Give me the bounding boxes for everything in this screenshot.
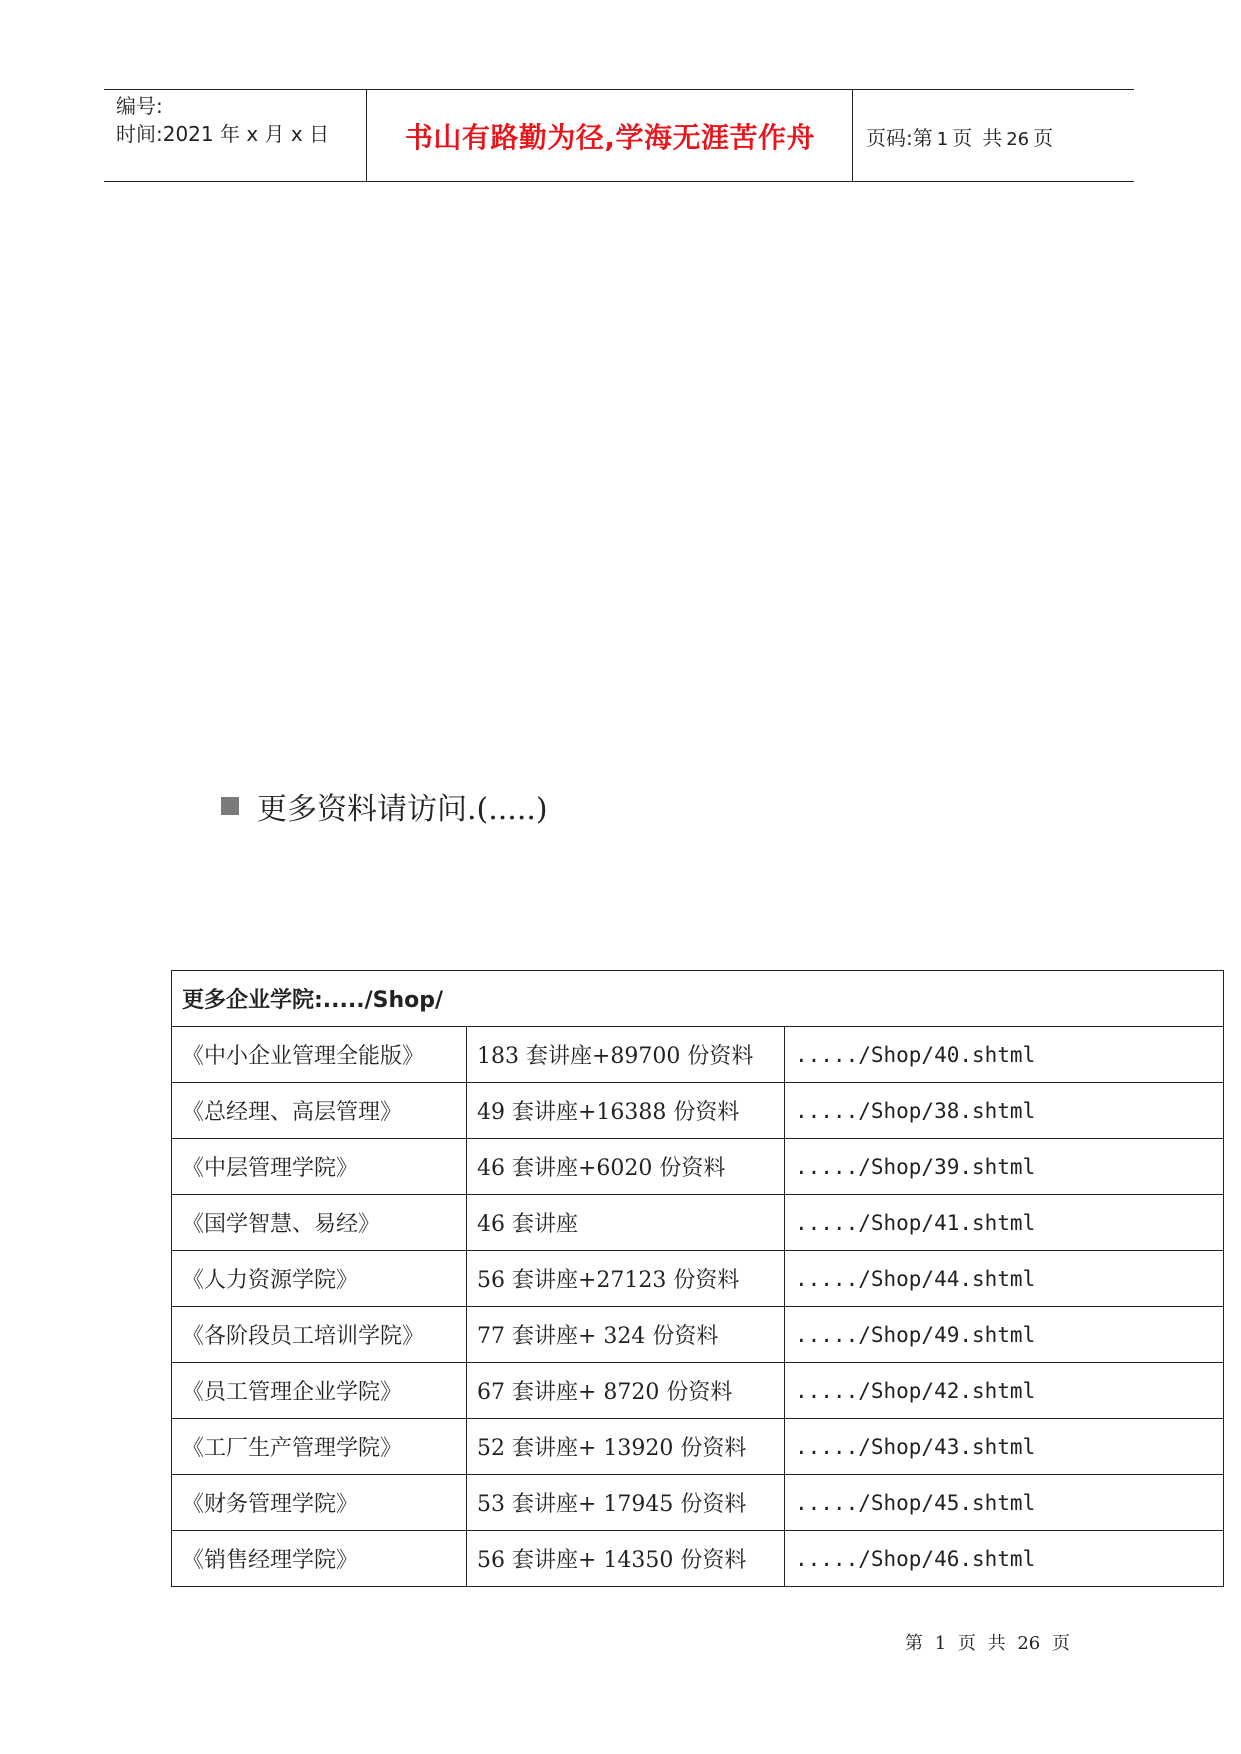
table-row [172, 1027, 1224, 1083]
header-motto: 书山有路勤为径,学海无涯苦作舟 [404, 121, 816, 154]
academy-link[interactable]: ...../Shop/44.shtml [785, 1251, 1224, 1307]
academy-name: 《各阶段员工培训学院》 [172, 1307, 467, 1363]
academy-content: 56 套讲座+ 14350 份资料 [467, 1531, 785, 1587]
table-row [172, 1307, 1224, 1363]
page-header [104, 89, 1134, 182]
academy-content: 46 套讲座 [467, 1195, 785, 1251]
academy-link[interactable]: ...../Shop/39.shtml [785, 1139, 1224, 1195]
table-row [172, 1083, 1224, 1139]
academy-link[interactable]: ...../Shop/49.shtml [785, 1307, 1224, 1363]
academy-content: 77 套讲座+ 324 份资料 [467, 1307, 785, 1363]
header-divider [852, 90, 853, 181]
header-divider [366, 90, 367, 181]
page-prefix: 页码:第 [866, 126, 933, 150]
academy-name: 《中小企业管理全能版》 [172, 1027, 467, 1083]
page-footer: 第 1 页 共 26 页 [905, 1633, 1070, 1654]
table-row [172, 1419, 1224, 1475]
square-bullet-icon [221, 797, 239, 815]
header-page-number [866, 122, 1053, 151]
academy-name: 《员工管理企业学院》 [172, 1363, 467, 1419]
document-code-label: 编号: [116, 94, 163, 118]
academy-link[interactable]: ...../Shop/46.shtml [785, 1531, 1224, 1587]
page-total-prefix: 共 [982, 126, 1003, 150]
academy-name: 《国学智慧、易经》 [172, 1195, 467, 1251]
academy-link[interactable]: ...../Shop/43.shtml [785, 1419, 1224, 1475]
academy-content: 56 套讲座+27123 份资料 [467, 1251, 785, 1307]
document-time-label: 时间:2021 年 x 月 x 日 [116, 122, 330, 146]
page-total: 26 [1006, 129, 1030, 150]
academy-name: 《中层管理学院》 [172, 1139, 467, 1195]
academy-content: 49 套讲座+16388 份资料 [467, 1083, 785, 1139]
page-suffix: 页 [1033, 126, 1054, 150]
table-row [172, 1475, 1224, 1531]
academy-content: 53 套讲座+ 17945 份资料 [467, 1475, 785, 1531]
table-row [172, 1531, 1224, 1587]
academy-link[interactable]: ...../Shop/42.shtml [785, 1363, 1224, 1419]
academy-name: 《销售经理学院》 [172, 1531, 467, 1587]
academy-content: 67 套讲座+ 8720 份资料 [467, 1363, 785, 1419]
table-row [172, 1195, 1224, 1251]
table-header-row [172, 971, 1224, 1027]
academy-content: 183 套讲座+89700 份资料 [467, 1027, 785, 1083]
academy-link[interactable]: ...../Shop/41.shtml [785, 1195, 1224, 1251]
academy-links-table [171, 970, 1224, 1587]
academy-name: 《工厂生产管理学院》 [172, 1419, 467, 1475]
table-row [172, 1363, 1224, 1419]
header-meta [116, 92, 329, 148]
page-mid: 页 [952, 126, 973, 150]
academy-content: 46 套讲座+6020 份资料 [467, 1139, 785, 1195]
page-current: 1 [936, 129, 949, 150]
academy-link[interactable]: ...../Shop/45.shtml [785, 1475, 1224, 1531]
academy-name: 《人力资源学院》 [172, 1251, 467, 1307]
table-row [172, 1139, 1224, 1195]
academy-name: 《财务管理学院》 [172, 1475, 467, 1531]
academy-link[interactable]: ...../Shop/38.shtml [785, 1083, 1224, 1139]
table-row [172, 1251, 1224, 1307]
notice-text: 更多资料请访问.(.....) [257, 792, 548, 827]
academy-content: 52 套讲座+ 13920 份资料 [467, 1419, 785, 1475]
academy-link[interactable]: ...../Shop/40.shtml [785, 1027, 1224, 1083]
academy-name: 《总经理、高层管理》 [172, 1083, 467, 1139]
more-info-notice [221, 784, 548, 828]
table-header: 更多企业学院:...../Shop/ [172, 971, 1224, 1027]
